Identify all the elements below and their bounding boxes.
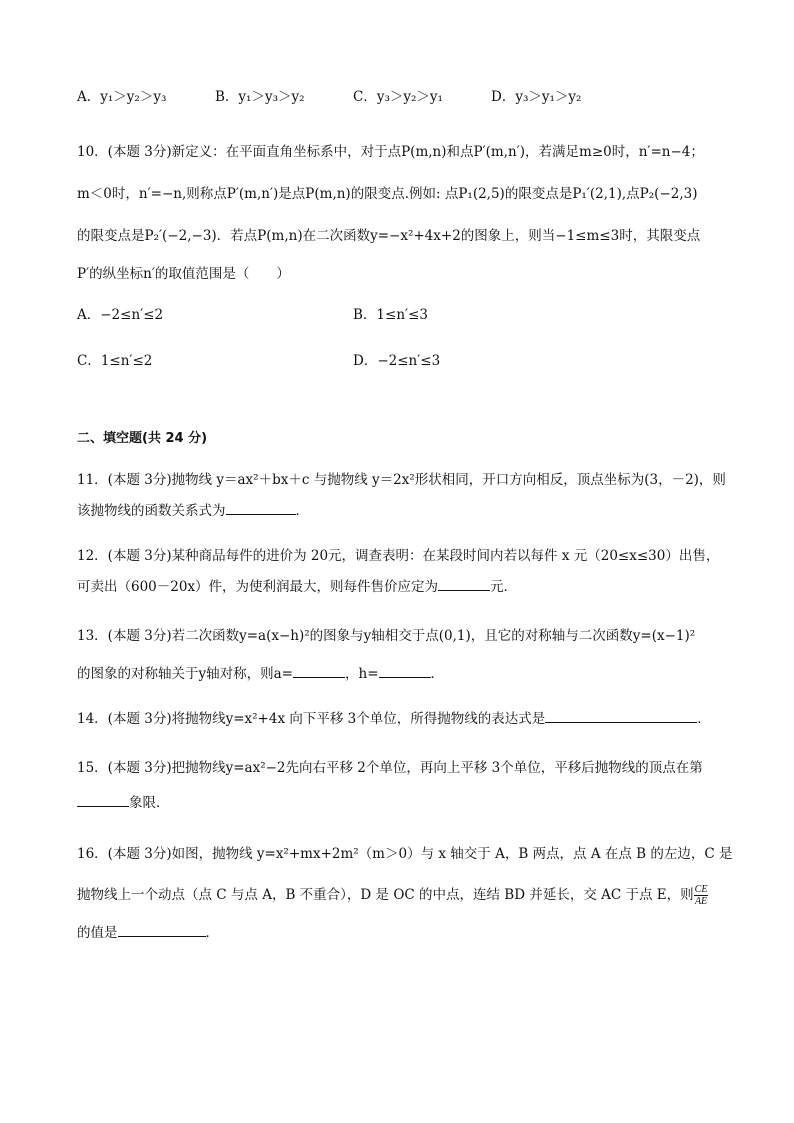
q13-h-blank[interactable] (379, 664, 431, 678)
q14-answer-blank[interactable] (545, 709, 697, 723)
q13-h-label: ，h= (345, 666, 379, 682)
q12-end: 元． (490, 579, 518, 595)
q12-text: 可卖出（600－20x）件，为使利润最大，则每件售价应定为 (77, 579, 439, 595)
q10-line-3: 的限变点是P₂′(−2,−3)．若点P(m,n)在二次函数y=−x²+4x+2的图象上，则当−1≤m≤3时，其限变点 (77, 228, 701, 244)
q11-text: 该抛物线的函数关系式为 (77, 503, 226, 519)
q13-text: 的图象的对称轴关于y轴对称，则a= (77, 666, 293, 682)
q13-line-2 (77, 664, 444, 683)
q12-line-1: 12．(本题 3分)某种商品每件的进价为 20元，调查表明：在某段时间内若以每件 x 元（20≤x≤30）出售， (77, 548, 720, 564)
q16-fraction (694, 884, 709, 907)
q10-option-b: B．1≤n′≤3 (353, 307, 428, 323)
q16-end: ． (205, 925, 219, 941)
q16-line-2 (77, 884, 708, 907)
q15-end: 象限． (129, 795, 170, 811)
q13-a-blank[interactable] (293, 664, 345, 678)
section-title: 二、填空题(共 24 分) (77, 431, 208, 446)
q10-line-2: m＜0时，n′=−n,则称点P′(m,n′)是点P(m,n)的限变点.例如: 点P₁(2,5)的限变点是P₁′(2,1),点P₂(−2,3) (77, 186, 698, 202)
q12-answer-blank[interactable] (438, 577, 490, 591)
q11-answer-blank[interactable] (226, 501, 296, 515)
q16-answer-blank[interactable] (118, 923, 206, 937)
q10-option-d: D．−2≤n′≤3 (353, 353, 441, 369)
q16-frac-denominator: AE (694, 896, 708, 907)
q16-text-2: 的值是 (77, 925, 118, 941)
q14-end: ． (697, 711, 711, 727)
q9-option-c: C．y₃＞y₂＞y₁ (353, 89, 443, 105)
q15-line-1: 15．(本题 3分)把抛物线y=ax²−2先向右平移 2个单位，再向上平移 3个单位，平移后抛物线的顶点在第 (77, 760, 703, 776)
q9-option-a: A．y₁＞y₂＞y₃ (77, 89, 167, 105)
q10-option-a: A．−2≤n′≤2 (77, 307, 164, 323)
q11-end: ． (295, 503, 309, 519)
q11-line-1: 11．(本题 3分)抛物线 y＝ax²＋bx＋c 与抛物线 y＝2x²形状相同，开口方向相反，顶点坐标为(3，－2)，则 (77, 472, 726, 488)
q14-text: 14．(本题 3分)将抛物线y=x²+4x 向下平移 3个单位，所得抛物线的表达式是 (77, 711, 546, 727)
q10-line-4: P′的纵坐标n′的取值范围是（ ） (77, 266, 290, 282)
q15-line-2 (77, 793, 170, 812)
q16-text: 抛物线上一个动点（点 C 与点 A，B 不重合），D 是 OC 的中点，连结 BD 并延长，交 AC 于点 E，则 (77, 887, 694, 903)
q9-option-d: D．y₃＞y₁＞y₂ (491, 89, 582, 105)
q13-end: ． (430, 666, 445, 682)
q16-line-1: 16．(本题 3分)如图，抛物线 y=x²+mx+2m²（m＞0）与 x 轴交于 A，B 两点，点 A 在点 B 的左边，C 是 (77, 846, 733, 862)
q14-line (77, 709, 711, 728)
q10-option-c: C．1≤n′≤2 (77, 353, 153, 369)
q16-line-3 (77, 923, 219, 942)
q13-line-1: 13．(本题 3分)若二次函数y=a(x−h)²的图象与y轴相交于点(0,1)，且它的对称轴与二次函数y=(x−1)² (77, 628, 696, 644)
q9-option-b: B．y₁＞y₃＞y₂ (215, 89, 305, 105)
q16-frac-numerator: CE (694, 884, 708, 895)
q11-line-2 (77, 501, 309, 520)
q10-line-1: 10．(本题 3分)新定义：在平面直角坐标系中，对于点P(m,n)和点P′(m,n′)，若满足m≥0时，n′=n−4； (77, 144, 704, 160)
q12-line-2 (77, 577, 517, 596)
q15-answer-blank[interactable] (77, 793, 129, 807)
